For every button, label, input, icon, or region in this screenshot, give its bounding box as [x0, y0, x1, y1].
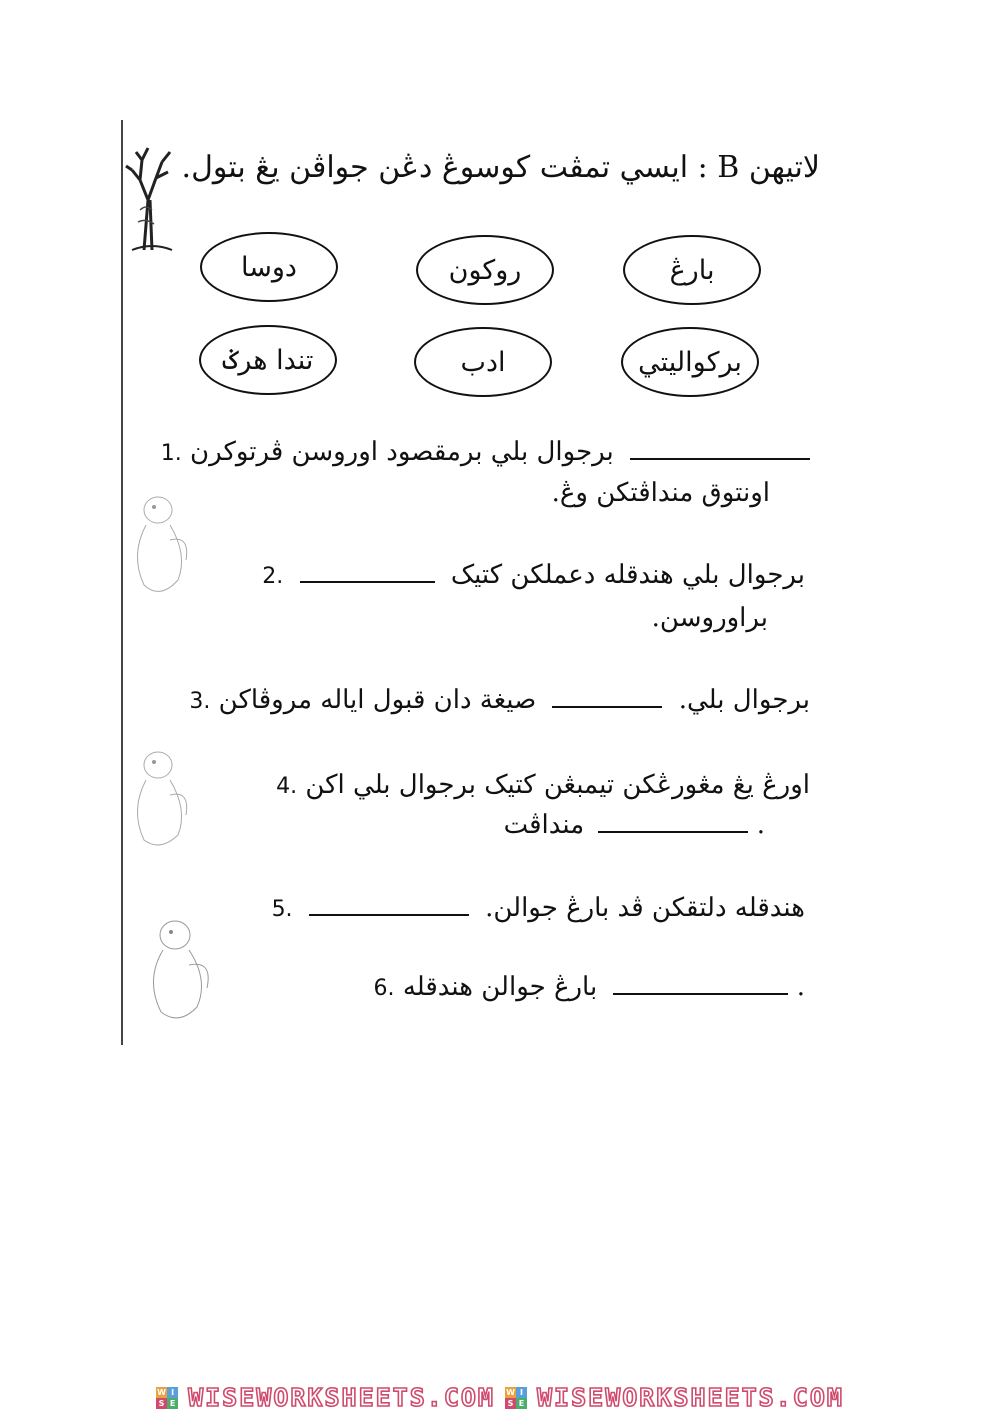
brand-logo-icon: W I S E: [505, 1387, 527, 1409]
question-text: منداڤت: [503, 810, 585, 840]
word-option-3: دوسا: [200, 232, 338, 302]
question-number: 3.: [189, 689, 211, 714]
word-option-5: ادب: [414, 327, 552, 397]
word-option-2: روكون: [416, 235, 554, 305]
question-number: 2.: [262, 564, 284, 589]
tree-illustration: [122, 140, 182, 255]
duck-illustration-1: [120, 485, 195, 605]
question-number: 5.: [271, 897, 293, 922]
question-6: 6. بارڠ جوالن هندقله .: [373, 972, 805, 1002]
footer-brand-text: WISEWORKSHEETS.COM: [188, 1383, 495, 1412]
question-2-line2: براوروسن.: [651, 603, 768, 633]
answer-blank[interactable]: [613, 992, 788, 995]
question-number: 6.: [373, 976, 395, 1001]
duck-illustration-3: [135, 910, 220, 1030]
word-option-1: بارڠ: [623, 235, 761, 305]
question-2: [262, 560, 805, 590]
question-1: [161, 437, 810, 467]
question-text: هندقله دلتقكن ڤد بارڠ جوالن.: [485, 893, 805, 923]
question-1-line2: اونتوق منداڤتكن وڠ.: [551, 478, 770, 508]
exercise-title: لاتيهن B : ايسي تمڤت كوسوڠ دڠن جواڤن يڠ بتول.: [181, 150, 820, 185]
question-text: بارڠ جوالن هندقله: [402, 972, 598, 1002]
answer-blank[interactable]: [309, 913, 469, 916]
answer-blank[interactable]: [552, 705, 662, 708]
question-number: 1.: [160, 441, 182, 466]
answer-blank[interactable]: [300, 580, 435, 583]
question-5: [272, 893, 805, 923]
word-option-6: تندا هرݢ: [199, 325, 337, 395]
footer-brand-text: WISEWORKSHEETS.COM: [537, 1383, 844, 1412]
answer-blank[interactable]: [630, 457, 810, 460]
question-text-end: برجوال بلي.: [678, 685, 810, 715]
footer-watermark: [0, 1382, 1000, 1413]
question-text: اورڠ يڠ مڠورڠكن تيمبڠن كتيک برجوال بلي اكن: [305, 770, 810, 800]
question-text: برجوال بلي هندقله دعملكن كتيک: [450, 560, 805, 590]
question-4-line2: منداڤت .: [503, 810, 765, 840]
question-text: صيغة دان قبول اياله مروڤاكن: [218, 685, 537, 715]
word-option-4: بركواليتي: [621, 327, 759, 397]
answer-blank[interactable]: [598, 830, 748, 833]
question-number: 4.: [276, 774, 298, 799]
brand-logo-icon: W I S E: [156, 1387, 178, 1409]
question-4: [276, 770, 810, 800]
duck-illustration-2: [120, 740, 195, 855]
question-text: برجوال بلي برمقصود اوروسن ڤرتوكرن: [190, 437, 614, 467]
question-3: [189, 685, 810, 715]
